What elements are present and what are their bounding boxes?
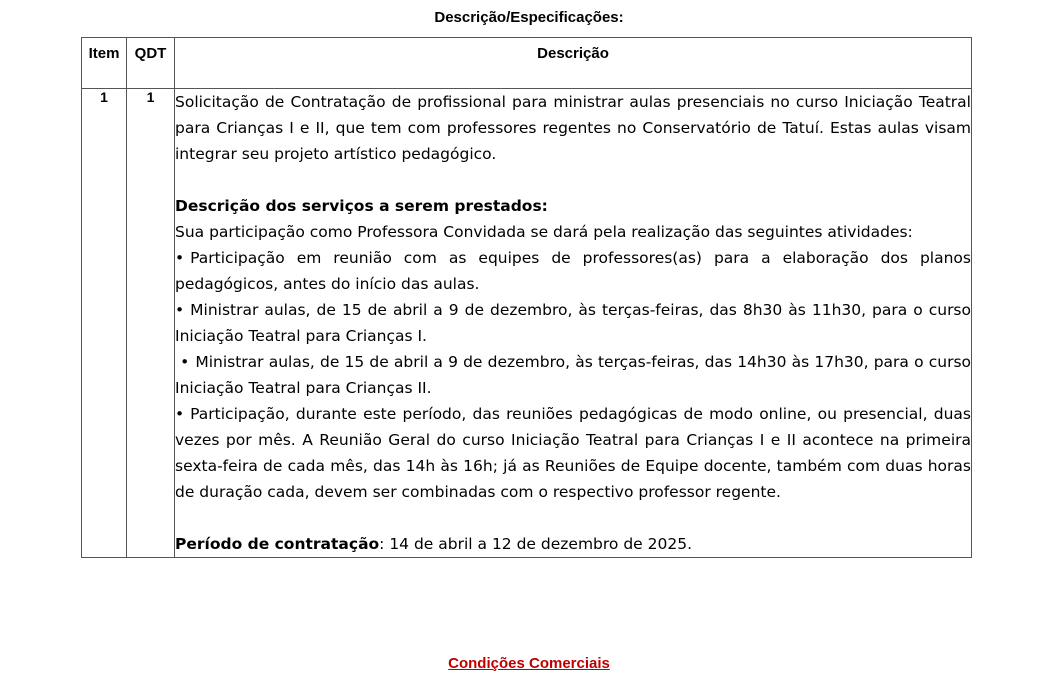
bullet-item — [175, 245, 971, 297]
bullet-text: Participação em reunião com as equipes de professores(as) para a elaboração dos planos pedagógicos, antes do início das aulas. — [175, 249, 971, 293]
bullet-item — [175, 297, 971, 349]
cell-description — [175, 89, 972, 558]
bullet-text: Ministrar aulas, de 15 de abril a 9 de dezembro, às terças-feiras, das 8h30 às 11h30, para o curso Iniciação Teatral para Crianças I. — [175, 301, 971, 345]
table-header-row — [82, 38, 972, 89]
table-row — [82, 89, 972, 558]
bullet-item — [175, 349, 971, 401]
cell-item: 1 — [82, 89, 127, 558]
services-heading — [175, 193, 971, 219]
bullet-icon: • — [180, 353, 190, 371]
bullet-icon: • — [175, 249, 185, 267]
header-item: Item — [82, 38, 127, 89]
header-qdt: QDT — [127, 38, 175, 89]
cell-qdt: 1 — [127, 89, 175, 558]
bullet-icon: • — [175, 301, 185, 319]
header-descricao: Descrição — [175, 38, 972, 89]
bullet-text: Participação, durante este período, das reuniões pedagógicas de modo online, ou presencial, duas vezes por mês. A Reunião Geral do curso Iniciação Teatral para Crianças I e II acontece na primeira sexta-feira de cada mês, das 14h às 16h; já as Reuniões de Equipe docente, também com duas horas de duração cada, devem ser combinadas com o respectivo professor regente. — [175, 405, 971, 501]
section-title: Descrição/Especificações: — [434, 9, 624, 26]
intro-paragraph: Solicitação de Contratação de profissional para ministrar aulas presenciais no curso Iniciação Teatral para Crianças I e II, que tem com professores regentes no Conservatório de Tatuí. Estas aulas visam integrar seu projeto artístico pedagógico. — [175, 93, 971, 163]
specification-table — [81, 37, 972, 558]
commercial-conditions-title: Condições Comerciais — [448, 655, 610, 672]
contract-period-value: : 14 de abril a 12 de dezembro de 2025. — [379, 535, 693, 553]
services-heading-text: Descrição dos serviços a serem prestados: — [175, 197, 548, 215]
services-intro: Sua participação como Professora Convidada se dará pela realização das seguintes atividades: — [175, 223, 913, 241]
contract-period — [175, 531, 971, 557]
contract-period-label: Período de contratação — [175, 535, 380, 553]
bullet-item — [175, 401, 971, 505]
bullet-text: Ministrar aulas, de 15 de abril a 9 de dezembro, às terças-feiras, das 14h30 às 17h30, para o curso Iniciação Teatral para Crianças II. — [175, 353, 971, 397]
bullet-icon: • — [175, 405, 185, 423]
